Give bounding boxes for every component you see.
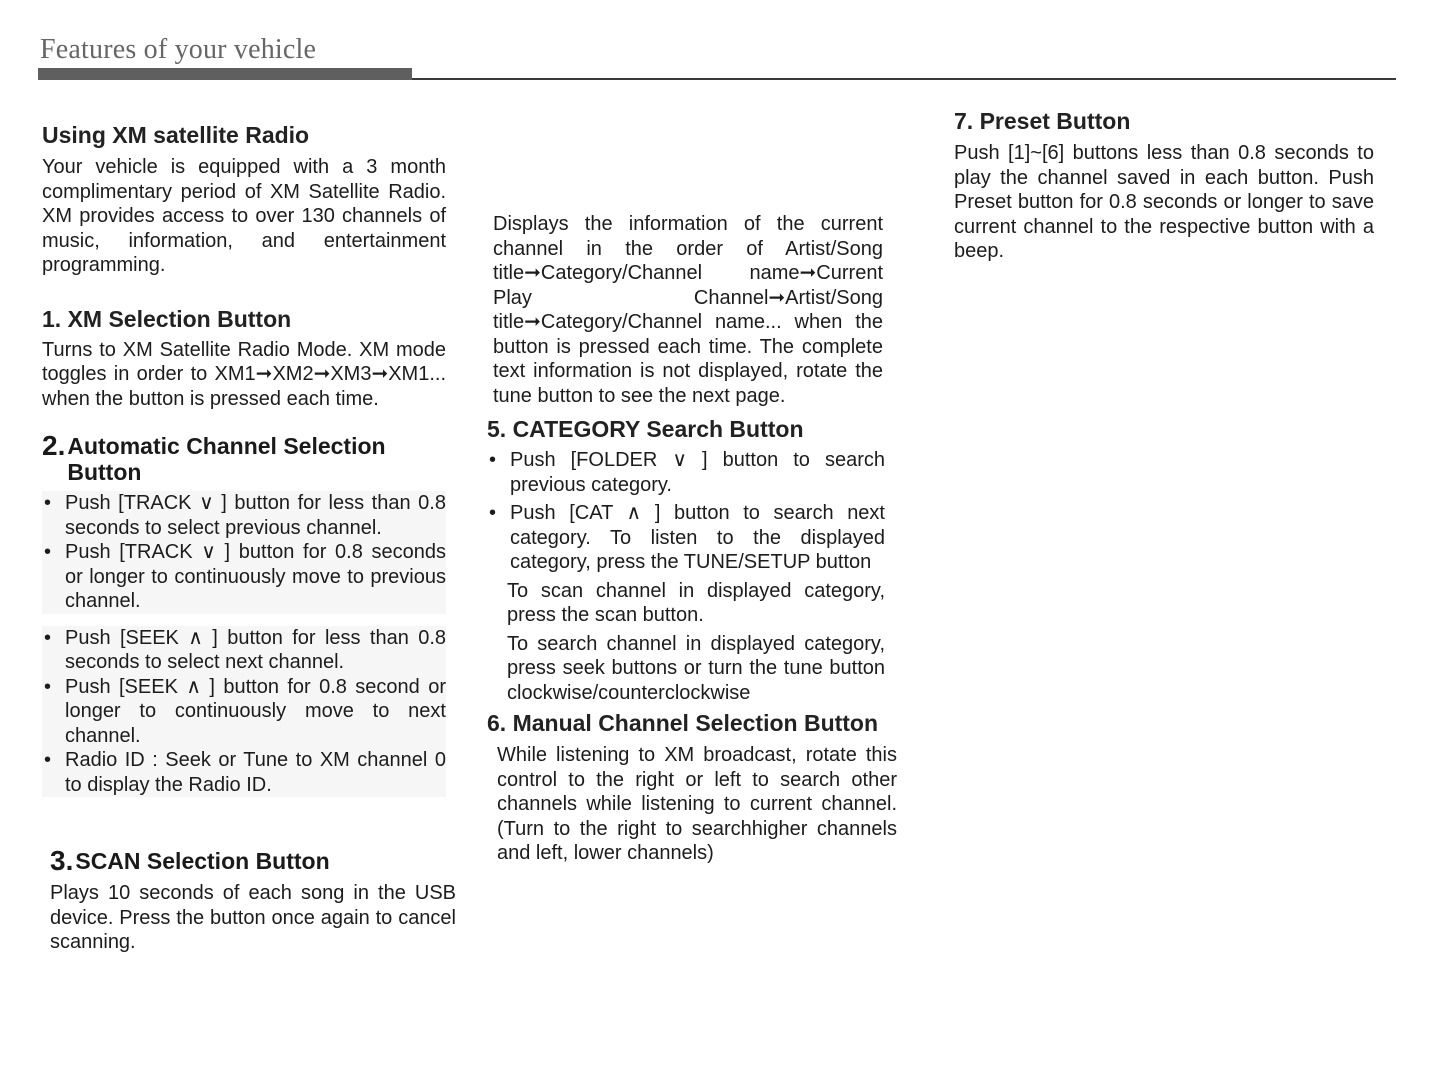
category-extra-text: To search channel in displayed category, press seek buttons or turn the tune button clockwise/counterclockwise [507,632,885,704]
section-number: 2. [42,430,66,461]
bullet-item: • Push [SEEK ∧ ] button for 0.8 second or longer to continuously move to next channel. [42,675,446,749]
category-extra-text: To scan channel in displayed category, press the scan button. [507,579,885,626]
category-heading: 5. CATEGORY Search Button [487,416,804,442]
section-heading: SCAN Selection Button [75,848,330,874]
header-accent-bar [38,68,412,80]
xm-selection-heading: 1. XM Selection Button [42,305,292,332]
bullet-item: • Push [TRACK ∨ ] button for 0.8 seconds or longer to continuously move to previous channel. [42,540,446,614]
page-header-title: Features of your vehicle [40,34,317,65]
bullet-item: • Push [FOLDER ∨ ] button to search previous category. [487,448,885,497]
column-1 [42,122,446,797]
intro-text: Your vehicle is equipped with a 3 month complimentary period of XM Satellite Radio. XM provides access to over 130 channels of music, information, and entertainment programming. [42,156,446,276]
category-section [487,416,885,705]
section-number: 3. [50,845,74,876]
manual-text: While listening to XM broadcast, rotate this control to the right or left to search other channels while listening to current channel. (Turn to the right to searchhigher channels and left, lower channels) [497,744,897,864]
bullet-item: • Push [TRACK ∨ ] button for less than 0.8 seconds to select previous channel. [42,491,446,540]
column-3 [954,108,1374,264]
auto-channel-heading [42,431,446,485]
scan-section [50,846,456,955]
display-info-text: Displays the information of the current channel in the order of Artist/Song title➞Category/Channel name➞Current Play Channel➞Artist/Song title➞Category/Channel name... when the button is pressed each time. The complete text information is not displayed, rotate the tune button to see the next page. [493,213,883,407]
category-bullets [487,448,885,575]
seek-bullets [42,626,446,798]
preset-text: Push [1]~[6] buttons less than 0.8 seconds to play the channel saved in each button. Push Preset button for 0.8 seconds or longer to save current channel to the respective button with a beep. [954,142,1374,262]
intro-heading: Using XM satellite Radio [42,122,310,148]
xm-selection-text: Turns to XM Satellite Radio Mode. XM mode toggles in order to XM1➞XM2➞XM3➞XM1... when the button is pressed each time. [42,338,446,410]
scan-heading [50,846,456,876]
track-bullets [42,491,446,614]
section-heading: Automatic Channel Selection Button [67,433,386,485]
preset-heading: 7. Preset Button [954,108,1131,134]
column-2 [493,212,883,408]
scan-text: Plays 10 seconds of each song in the USB device. Press the button once again to cancel scanning. [50,882,456,953]
manual-heading: 6. Manual Channel Selection Button [487,710,879,736]
header-rule [412,78,1396,80]
manual-section [487,710,897,866]
bullet-item: • Push [CAT ∧ ] button to search next category. To listen to the displayed category, press the TUNE/SETUP button [487,501,885,575]
bullet-item: • Radio ID : Seek or Tune to XM channel 0 to display the Radio ID. [42,748,446,797]
bullet-item: • Push [SEEK ∧ ] button for less than 0.8 seconds to select next channel. [42,626,446,675]
